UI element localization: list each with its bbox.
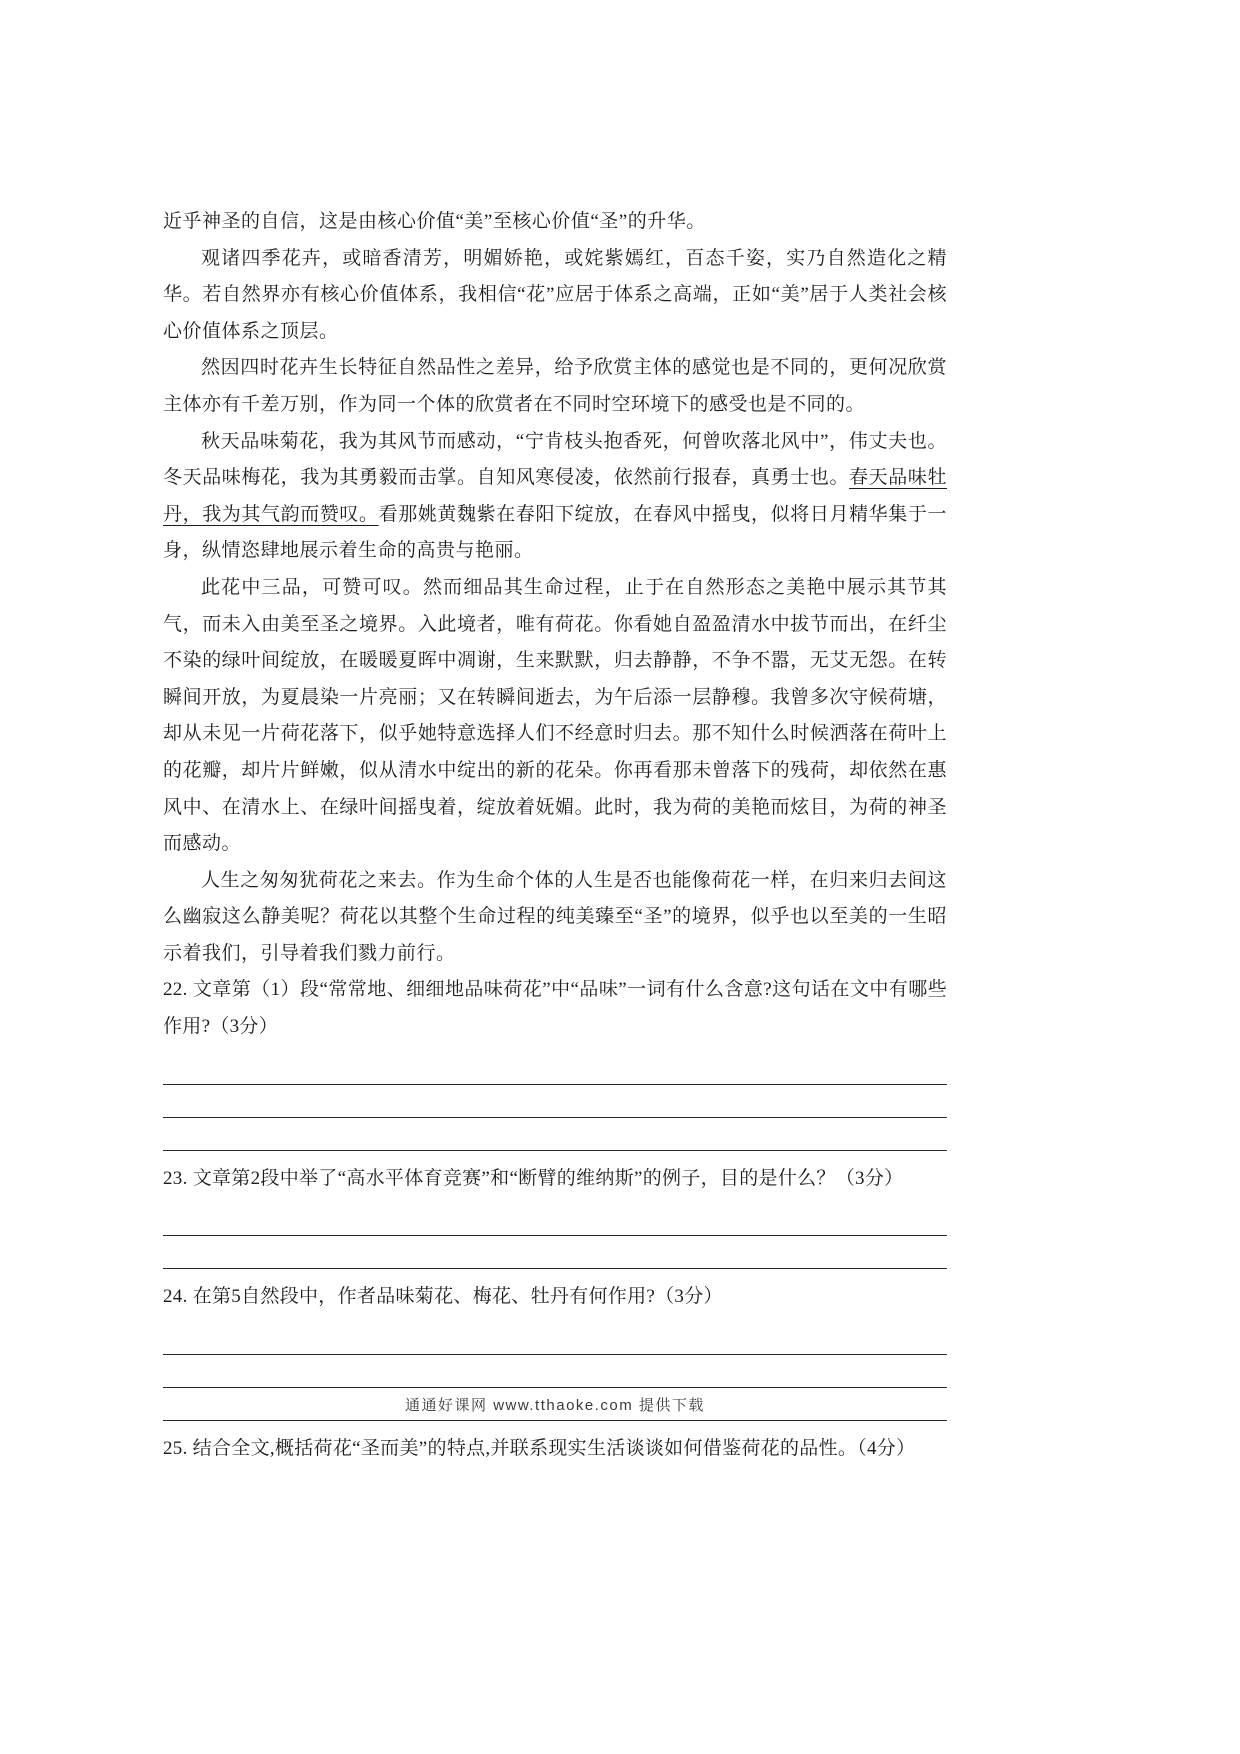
question-23-answer-area bbox=[163, 1203, 947, 1269]
document-content bbox=[163, 204, 947, 1467]
answer-line bbox=[163, 1203, 947, 1236]
question-22 bbox=[163, 972, 947, 1150]
question-22-text: 22. 文章第（1）段“常常地、细细地品味荷花”中“品味”一词有什么含意?这句话在文中有哪些作用?（3分） bbox=[163, 979, 947, 1038]
paragraph: 观诸四季花卉，或暗香清芳，明媚娇艳，或姹紫嫣红，百态千姿，实乃自然造化之精华。若自然界亦有核心价值体系，我相信“花”应居于体系之高端，正如“美”居于人类社会核心价值体系之顶层。 bbox=[163, 247, 947, 342]
paragraph-text: 秋天品味菊花，我为其风节而感动，“宁肯枝头抱香死，何曾吹落北风中”，伟丈夫也。冬天品味梅花，我为其勇毅而击掌。自知风寒侵凌，依然前行报春，真勇士也。 bbox=[163, 430, 947, 489]
paragraph: 然因四时花卉生长特征自然品性之差异，给予欣赏主体的感觉也是不同的，更何况欣赏主体亦有千差万别，作为同一个体的欣赏者在不同时空环境下的感受也是不同的。 bbox=[163, 357, 947, 415]
answer-line bbox=[163, 1052, 947, 1085]
question-24-text: 24. 在第5自然段中，作者品味菊花、梅花、牡丹有何作用?（3分） bbox=[163, 1286, 723, 1308]
paragraph: 此花中三品，可赞可叹。然而细品其生命过程，止于在自然形态之美艳中展示其节其气，而未入由美至圣之境界。入此境者，唯有荷花。你看她自盈盈清水中拔节而出，在纤尘不染的绿叶间绽放，在暖暖夏晖中凋谢，生来默默，归去静静，不争不嚣，无艾无怨。在转瞬间开放，为夏晨染一片亮丽；又在转瞬间逝去，为午后添一层静穆。我曾多次守候荷塘，却从未见一片荷花落下，似乎她特意选择人们不经意时归去。那不知什么时候洒落在荷叶上的花瓣，却片片鲜嫩，似从清水中绽出的新的花朵。你再看那未曾落下的残荷，却依然在惠风中、在清水上、在绿叶间摇曳着，绽放着妩媚。此时，我为荷的美艳而炫目，为荷的神圣而感动。 bbox=[163, 576, 947, 855]
paragraph: 人生之匆匆犹荷花之来去。作为生命个体的人生是否也能像荷花一样，在归来归去间这么幽寂这么静美呢？荷花以其整个生命过程的纯美臻至“圣”的境界，似乎也以至美的一生昭示着我们，引导着我们戮力前行。 bbox=[163, 869, 947, 964]
question-23-text: 23. 文章第2段中举了“高水平体育竞赛”和“断臂的维纳斯”的例子，目的是什么？（3分） bbox=[163, 1167, 904, 1189]
paragraph: 近乎神圣的自信，这是由核心价值“美”至核心价值“圣”的升华。 bbox=[163, 211, 706, 232]
answer-line bbox=[163, 1355, 947, 1388]
answer-line bbox=[163, 1085, 947, 1118]
paragraph-text: 看那姚黄魏紫在春阳下绽放，在春风中摇曳，似将日月精华集于一身，纵情恣肆地展示着生命的高贵与艳丽。 bbox=[163, 503, 947, 562]
page-footer: 通通好课网 www.tthaoke.com 提供下载 bbox=[405, 1397, 705, 1414]
question-25-text: 25. 结合全文,概括荷花“圣而美”的特点,并联系现实生活谈谈如何借鉴荷花的品性。（4分） bbox=[163, 1437, 916, 1459]
question-23 bbox=[163, 1161, 947, 1270]
question-22-answer-area bbox=[163, 1052, 947, 1151]
underlined-text: 春天品味牡丹，我为其气韵而赞叹。 bbox=[163, 467, 947, 525]
answer-line bbox=[163, 1118, 947, 1151]
question-25 bbox=[163, 1431, 947, 1468]
answer-line bbox=[163, 1322, 947, 1355]
answer-line bbox=[163, 1236, 947, 1269]
paragraph bbox=[163, 424, 947, 570]
